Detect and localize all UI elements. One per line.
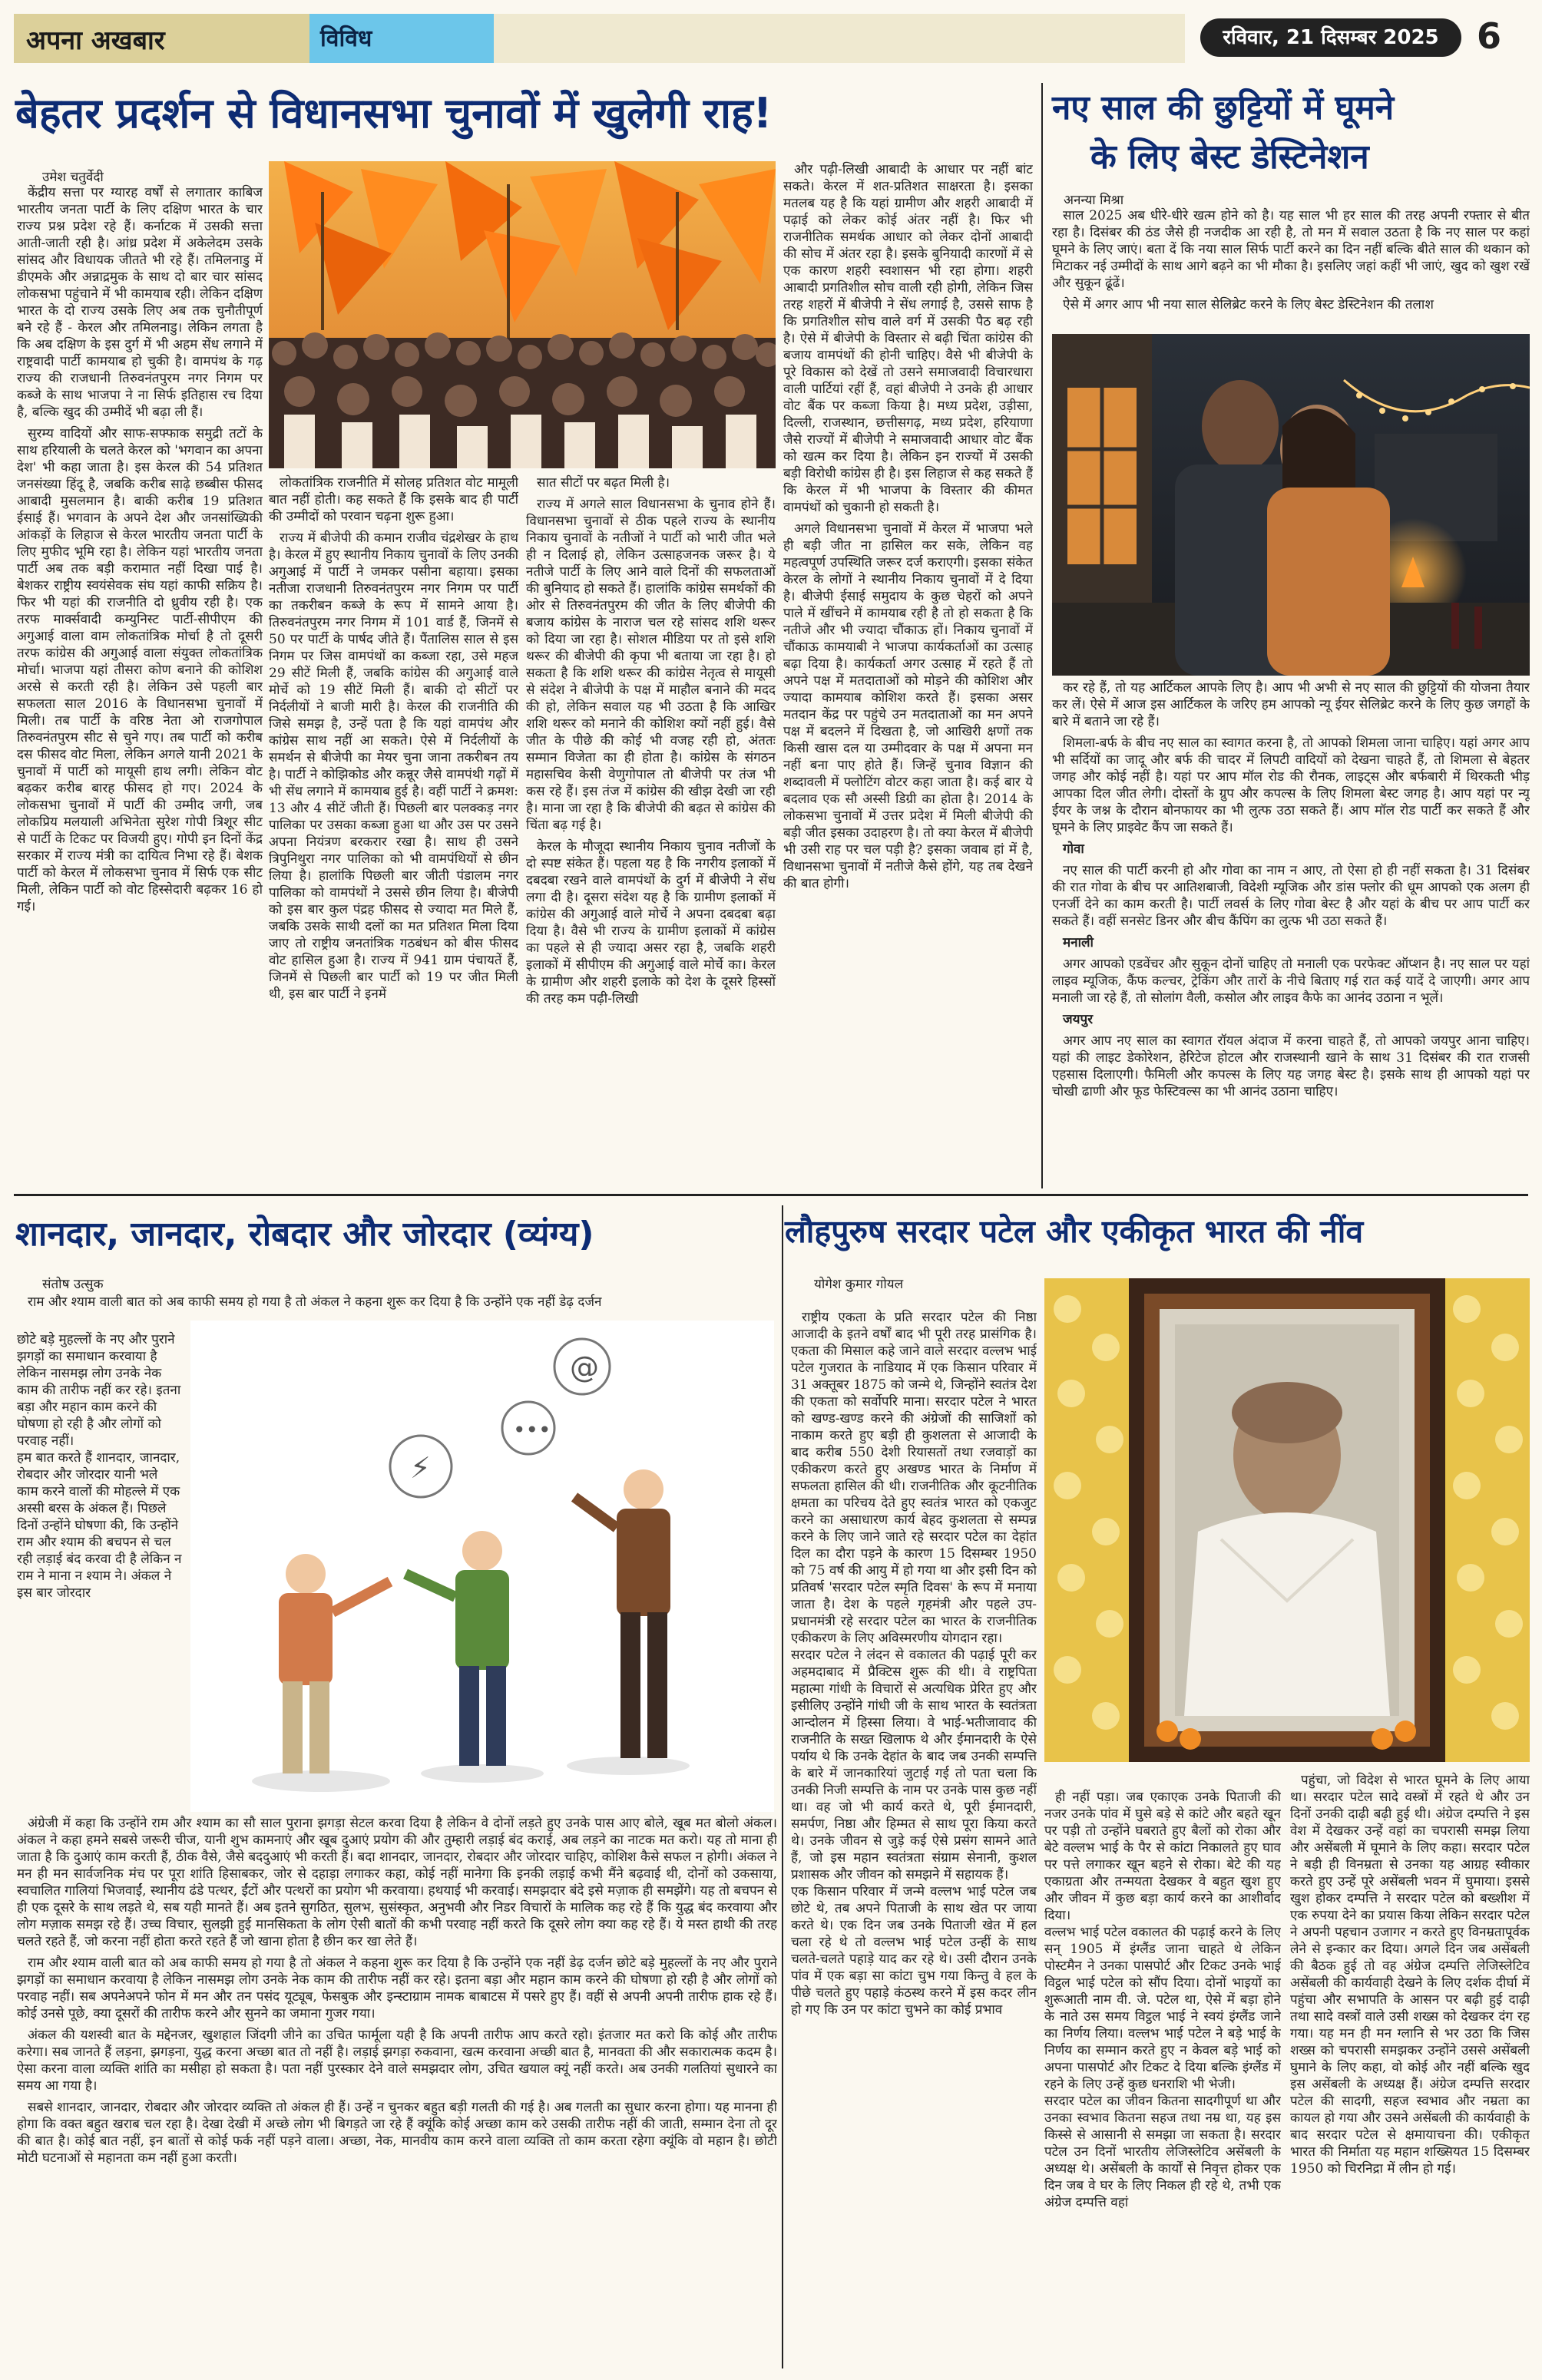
article4-para: ही नहीं पड़ा। जब एकाएक उनके पिताजी की नजर उनके पांव में घुसे बड़े से कांटे और बहते खून पर पड़ी तो उन्होंने घबराते हुए बैलों को रोका और बेटे वल्लभ भाई के पैर से कांटा निकालते हुए घाव पर पत्ते लगाकर खून बहने से रोका। बेटे की यह एकाग्रता और तन्मयता देखकर वे बहुत खुश हुए और जीवन में कुछ बड़ा कार्य करने का आशीर्वाद दिया। वल्लभ भाई पटेल वकालत की पढ़ाई करने के लिए सन् 1905 में इंग्लैंड जाना चाहते थे लेकिन पोस्टमैन ने उनका पासपोर्ट और टिकट उनके भाई विट्ठल भाई पटेल को सौंप दिया। दोनों भाइयों का शुरूआती नाम वी. जे. पटेल था, ऐसे में बड़ा होने के नाते उस समय विट्ठल भाई ने स्वयं इंग्लैंड जाने का निर्णय लिया। वल्लभ भाई पटेल ने बड़े भाई के निर्णय का सम्मान करते हुए न केवल बड़े भाई को अपना पासपोर्ट और टिकट दे दिया बल्कि इंग्लैंड में रहने के लिए उन्हें कुछ धनराशि भी भेजी। सरदार पटेल का जीवन कितना सादगीपूर्ण था और उनका स्वभाव कितना सहज तथा नम्र था, यह इस किस्से से आसानी से समझा जा सकता है। सरदार पटेल उन दिनों भारतीय लेजिस्लेटिव असेंबली के अध्यक्ष थे। असेंबली के कार्यों से निवृत्त होकर एक दिन जब वे घर के लिए निकल ही रहे थे, तभी एक अंग्रेज दम्पत्ति वहां (1044, 1790, 1281, 2210)
article1-column-4 (783, 161, 1033, 1182)
article1-para: केरल के मौजूदा स्थानीय निकाय चुनाव नतीजों के दो स्पष्ट संकेत हैं। पहला यह है कि नगरीय इलाकों में दबदबा रखने वाले वामपंथों के दुर्ग में बीजेपी ने सेंध लगा दी है। दूसरा संदेश यह है कि ग्रामीण इलाकों में कांग्रेस की अगुआई वाले मोर्चे ने अपना दबदबा बढ़ा दिया है। वैसे भी राज्य के ग्रामीण इलाकों में कांग्रेस का पहले से ही ज्यादा असर रहा है, जबकि शहरी इलाकों में सीपीएम की अगुआई वाले मोर्चे का। केरल के ग्रामीण और शहरी इलाके को देश के दूसरे हिस्सों की तरह कम पढ़ी-लिखी (526, 839, 776, 1007)
article1-para: सुरम्य वादियों और साफ-सफ्फाक समुद्री तटों के साथ हरियाली के चलते केरल को 'भगवान का अपना देश' भी कहा जाता है। इस केरल की 54 प्रतिशत जनसंख्या हिंदू है, जबकि करीब साढ़े छब्बीस फीसद आबादी मुसलमान है। बाकी करीब 19 प्रतिशत ईसाई हैं। भगवान के अपने देश और जनसांख्यिकी आंकड़ों के लिहाज से केरल भारतीय जनता पार्टी के लिए मुफीद भूमि रहा है। लेकिन यहां भारतीय जनता पार्टी अब तक बड़ी करामात नहीं दिखा पाई है। बेशकर राष्ट्रीय स्वयंसेवक संघ यहां काफी सक्रिय है। फिर भी यहां की राजनीति दो ध्रुवीय रही है। एक तरफ मार्क्सवादी कम्युनिस्ट पार्टी-सीपीएम की अगुआई वाला वाम लोकतांत्रिक मोर्चा है तो दूसरी तरफ कांग्रेस की अगुआई वाला संयुक्त लोकतांत्रिक मोर्चा। भाजपा यहां तीसरा कोण बनाने की कोशिश अरसे से करती रही है। लेकिन उसे पहली बार सफलता साल 2016 के विधानसभा चुनावों में मिली। तब पार्टी के वरिष्ठ नेता ओ राजगोपाल तिरुवनंतपुरम सीट से चुने गए। तब पार्टी को करीब दस फीसद वोट मिला, लेकिन अगले यानी 2021 के चुनावों में पार्टी को मायूसी हाथ लगी। लेकिन वोट बढ़कर करीब बारह फीसद हो गए। 2024 के लोकसभा चुनावों में पार्टी की उम्मीद जगी, जब लोकप्रिय मलयाली अभिनेता सुरेश गोपी त्रिशूर सीट से पार्टी के टिकट पर विजयी हुए। गोपी इन दिनों केंद्र सरकार में राज्य मंत्री का दायित्व निभा रहे हैं। बेशक पार्टी को केरल में लोकसभा चुनाव में सिर्फ एक सीट मिली, लेकिन पार्टी को वोट हिस्सेदारी बढ़कर 16 हो गई। (17, 426, 263, 914)
newspaper-brand (14, 14, 309, 63)
article3-left-column (17, 1314, 182, 1806)
section-divider (14, 1194, 1528, 1196)
article1-para: केंद्रीय सत्ता पर ग्यारह वर्षों से लगातार काबिज भारतीय जनता पार्टी के लिए दक्षिण भारत के चार राज्य प्रश्न प्रदेश रहे हैं। कर्नाटक में उसकी सत्ता आती-जाती रही है। आंध्र प्रदेश में अकेलेदम उसके सांसद और विधायक जीतते भी रहे हैं। तमिलनाडु में डीएमके और अन्नाद्रमुक के साथ दो बार चार सांसद लोकसभा पहुंचाने में भी कामयाब रही। लेकिन दक्षिण भारत के दो राज्य उसके लिए अब तक चुनौतीपूर्ण बने रहे हैं - केरल और तमिलनाडु। लेकिन लगता है कि अब दक्षिण के इस दुर्ग में भी अहम सेंध लगाने में राष्ट्रवादी पार्टी कामयाब हो चुकी है। वामपंथ के गढ़ राज्य की राजधानी तिरुवनंतपुरम नगर निगम पर कब्जे के साथ भाजपा ने ना सिर्फ इतिहास रच दिया है, बल्कि खुद की उम्मीदें भी बढ़ा ली हैं। (17, 185, 263, 420)
article2-subhead: मनाली (1063, 935, 1094, 950)
article2-body (1052, 679, 1530, 1186)
article2-byline: अनन्या मिश्रा (1064, 193, 1124, 208)
article2-para: कर रहे हैं, तो यह आर्टिकल आपके लिए है। आप भी अभी से नए साल की छुट्टियों की योजना तैयार कर लें। ऐसे में आज इस आर्टिकल के जरिए हम आपको न्यू ईयर सेलिब्रेट करने के लिए कुछ जगहों के बारे में बताने जा रहे हैं। (1052, 680, 1530, 729)
article4-byline: योगेश कुमार गोयल (814, 1277, 904, 1292)
article3-para: राम और श्याम वाली बात को अब काफी समय हो गया है तो अंकल ने कहना शुरू कर दिया है कि उन्होंने एक नहीं डेढ़ दर्जन (28, 1294, 602, 1310)
article4-column-2 (1044, 1772, 1281, 2368)
article3-body (17, 1815, 777, 2368)
section-label (309, 14, 494, 63)
article2-para: शिमला-बर्फ के बीच नए साल का स्वागत करना है, तो आपको शिमला जाना चाहिए। यहां अगर आप भी सर्दियों का जादू और बर्फ की चादर में लिपटी वादियों को देखना चाहते हैं, तो शिमला से बेहतर जगह और कोई नहीं है। यहां पर आप मॉल रोड की रौनक, लाइट्स और बर्फबारी में थिरकती भीड़ आपका दिल जीत लेगी। दोस्तों के ग्रुप और कपल्स के लिए शिमला बेस्ट जगह है। आप यहां पर न्यू ईयर के जश्न के दौरान बोनफायर का भी लुत्फ उठा सकते हैं। आप मॉल रोड पार्टी कर सकते हैं और घूमने के लिए प्राइवेट कैंप जा सकते हैं। (1052, 735, 1530, 835)
article3-para: अंग्रेजी में कहा कि उन्होंने राम और श्याम का सौ साल पुराना झगड़ा सेटल करवा दिया है लेकिन वे दोनों लड़ते हुए उनके पास आए बोले, खूब मत बोलो अंकल। अंकल ने कहा हमने सबसे जरूरी चीज, यानी शुभ कामनाएं और खूब दुआएं प्रयोग की और तुम्हारी लड़ाई बंद कराई, अब लड़ने का नाटक मत करो। यह तो माना ही जाता है कि दुआएं काम करती हैं, ठीक वैसे, जैसे बददुआएं भी करती हैं। बदा शानदार, जानदार, रोबदार और जोरदार चाहिए, कोशिश कैसे सफल न होगी। अंकल ने मन ही मन सार्वजनिक मंच पर पूरा शांति हिसाबकर, जोर से दहाड़ा लगाकर कहा, कोई नहीं मानेगा कि इनकी लड़ाई कभी मैंने बढ़वाई थी, दोनों को उकसाया, स्वचालित गालियां भिजवाईं, स्थानीय ढंडे पत्थर, ईंटों और पत्थरों का प्रयोग भी करवाया। हथयाई भी करवाई। समझदार बंदे इसे मज़ाक ही समझेंगे। यह तो बचपन से ही एक दूसरे के साथ लड़ते थे, सब यही मानते हैं। अब इतने सुगठित, सुलभ, सुसंस्कृत, अनुभवी और निडर विचारों के मालिक कह रहे हैं कि युद्ध बंद करवाया और लोग मज़ाक समझ रहे हैं। उच्च विचार, सुलझी हुई मानसिकता के लोग ऐसी बातों की कभी परवाह नहीं करते कि दूसरे लोग क्या कह रहे हैं। ये मस्त हाथी की तरह चलते रहते हैं, जो करना नहीं होता करते रहते हैं जो खाना होता है छीन कर खा लेते हैं। (17, 1816, 777, 1949)
article1-para: राज्य में अगले साल विधानसभा के चुनाव होने हैं। विधानसभा चुनावों से ठीक पहले राज्य के स्थानीय निकाय चुनावों के नतीजों ने पार्टी को भारी जीत भले ही न दिलाई हो, लेकिन उत्साहजनक जरूर है। ये नतीजे पार्टी के लिए आने वाले दिनों की सफलताओं की बुनियाद हो सकते हैं। हालांकि कांग्रेस समर्थकों की ओर से तिरुवनंतपुरम की जीत के लिए बीजेपी की बजाय कांग्रेस के नाराज चल रहे सांसद शशि थरूर को दिया जा रहा है। सोशल मीडिया पर तो इसे शशि थरूर की बीजेपी की कृपा भी बताया जा रहा है। हो सकता है कि शशि थरूर की कांग्रेस नेतृत्व से मायूसी से संदेश ने बीजेपी के पक्ष में माहौल बनाने की मदद की हो, लेकिन सवाल यह भी उठता है कि आखिर शशि थरूर को मनाने की कोशिश क्यों नहीं हुई। वैसे जीत के पीछे की कोई भी वजह रही हो, अंततः सम्मान विजेता का ही होता है। कांग्रेस के संगठन महासचिव केसी वेणुगोपाल तो बीजेपी पर तंज भी कस रहे हैं। इस तंज में कांग्रेस की खीझ देखी जा रही है। माना जा रहा है कि बीजेपी की बढ़त से कांग्रेस की चिंता बढ़ गई है। (526, 497, 776, 833)
article3-intro (17, 1294, 777, 1312)
article4-headline: लौहपुरुष सरदार पटेल और एकीकृत भारत की नींव (785, 1213, 1364, 1250)
article4-column-1 (791, 1292, 1037, 2367)
article2-subhead: गोवा (1063, 841, 1084, 857)
column-divider (782, 1205, 783, 2368)
article4-para: पहुंचा, जो विदेश से भारत घूमने के लिए आया था। सरदार पटेल सादे वस्त्रों में रहते थे और उन दिनों उनकी दाढ़ी बढ़ी हुई थी। अंग्रेज दम्पत्ति ने इस वेश में देखकर उन्हें वहां का चपरासी समझ लिया और असेंबली में घूमाने के लिए कहा। सरदार पटेल ने बड़ी ही विनम्रता से उनका यह आग्रह स्वीकार करते हुए उन्हें पूरे असेंबली भवन में घुमाया। इससे खुश होकर दम्पत्ति ने सरदार पटेल को बख्शीश में एक रुपया देने का प्रयास किया लेकिन सरदार पटेल ने अपनी पहचान उजागर न करते हुए विनम्रतापूर्वक लेने से इन्कार कर दिया। अगले दिन जब असेंबली की बैठक हुई तो वह अंग्रेज दम्पत्ति लेजिस्लेटिव असेंबली की कार्यवाही देखने के लिए दर्शक दीर्घा में पहुंचा और सभापति के आसन पर बढ़ी हुई दाढ़ी तथा सादे वस्त्रों वाले उसी शख्स को देखकर दंग रह गया। यह मन ही मन ग्लानि से भर उठा कि जिस शख्स को चपरासी समझकर उन्होंने उससे असेंबली घुमाने के लिए कहा, वो कोई और नहीं बल्कि खुद इस असेंबली के अध्यक्ष हैं। अंग्रेज दम्पत्ति सरदार पटेल की सादगी, सहज स्वभाव और नम्रता का कायल हो गया और उसने असेंबली की कार्यवाही के बाद सरदार पटेल से क्षमायाचना की। एकीकृत भारत की निर्माता यह महान शख्सियत 15 दिसम्बर 1950 को चिरनिद्रा में लीन हो गई। (1290, 1773, 1530, 2177)
article1-para: सात सीटों पर बढ़त मिली है। (537, 475, 670, 491)
article3-para: सबसे शानदार, जानदार, रोबदार और जोरदार व्यक्ति तो अंकल ही हैं। उन्हें न चुनकर बहुत बड़ी गलती की गई है। अब गलती का सुधार करना होगा। यह मानना ही होगा कि वक्त बहुत खराब चल रहा है। देखा देखी में अच्छे लोग भी बिगड़ते जा रहे हैं क्यूंकि कोई अच्छा काम करे उसकी तारीफ नहीं की जाती, सम्मान देना तो दूर की बात है। कोई बात नहीं, इन बातों से कोई फर्क नहीं पड़ने वाला। अच्छा, नेक, मानवीय काम करने वाला व्यक्ति तो काम करता रहेगा क्यूंकि वो महान है। छोटी मोटी घटनाओं से महानता कम नहीं हुआ करती। (17, 2100, 777, 2166)
article1-column-1 (17, 184, 263, 1182)
article3-para: राम और श्याम वाली बात को अब काफी समय हो गया है तो अंकल ने कहना शुरू कर दिया है कि उन्होंने एक नहीं डेढ़ दर्जन छोटे बड़े मुहल्लों के नए और पुराने झगड़ों का समाधान करवाया है लेकिन नासमझ लोग उनके नेक काम की तारीफ नहीं कर रहे। इतना बड़ा और महान काम करने की घोषणा हो रही है और लोगों को परवाह नहीं। सब अपनेअपने फोन में मन और तन पसंद यूट्यूब, फेसबुक और इन्स्टाग्राम नामक बाबाटस में पसरे हुए हैं। वहीं से अपनी अपनी तारीफ हाक रहे हैं। कोई उनसे पूछे, क्या दूसरों की तारीफ करने और सुनने का जमाना गुजर गया। (17, 1955, 777, 2021)
page-number: 6 (1477, 15, 1502, 57)
article1-column-3 (526, 474, 776, 1182)
issue-date: रविवार, 21 दिसम्बर 2025 (1200, 18, 1461, 57)
svg-text:•••: ••• (513, 1417, 551, 1443)
article1-para: अगले विधानसभा चुनावों में केरल में भाजपा भले ही बड़ी जीत ना हासिल कर सके, लेकिन वह महत्वपूर्ण उपस्थिति जरूर दर्ज कराएगी। इसका संकेत केरल के लोगों ने स्थानीय निकाय चुनावों में दे दिया है। बीजेपी ईसाई समुदाय के कुछ चेहरों को अपने पाले में खींचने में कामयाब रही है तो हो सकता है कि नतीजे और भी ज्यादा चौंकाऊ हों। निकाय चुनावों में चौंकाऊ कामयाबी ने भाजपा कार्यकर्ताओं का उत्साह बढ़ा दिया है। कार्यकर्ता अगर उत्साह में रहते हैं तो अपने पक्ष में मतदाताओं को मोड़ने की कोशिश और ज्यादा कामयाब कोशिश करते हैं। इसका असर मतदान केंद्र पर पहुंचे उन मतदाताओं का मन अपने पक्ष में बदलने में दिखता है, जो आखिरी क्षणों तक किसी खास दल या उम्मीदवार के पक्ष में अपना मन नहीं बना पाए होते हैं। जिन्हें चुनाव विज्ञान की शब्दावली में फ्लोटिंग वोटर कहा जाता है। कई बार ये बदलाव एक सौ अस्सी डिग्री का होता है। 2014 के लोकसभा चुनावों में उत्तर प्रदेश में मिली बीजेपी की बड़ी जीत इसका उदाहरण है। तो क्या केरल में बीजेपी भी उसी राह पर चल पड़ी है? इसका जवाब हां में है, विधानसभा चुनावों में नतीजे कैसे होंगे, यह तब देखने की बात होगी। (783, 521, 1033, 891)
svg-text:@: @ (570, 1350, 599, 1384)
article3-para: छोटे बड़े मुहल्लों के नए और पुराने झगड़ों का समाधान करवाया है लेकिन नासमझ लोग उनके नेक काम की तारीफ नहीं कर रहे। इतना बड़ा और महान काम करने की घोषणा हो रही है और लोगों को परवाह नहीं। हम बात करते हैं शानदार, जानदार, रोबदार और जोरदार यानी भले काम करने वालों की मोहल्ले में एक अस्सी बरस के अंकल हैं। पिछले दिनों उन्होंने घोषणा की, कि उन्होंने राम और श्याम की बचपन से चल रही लड़ाई बंद करवा दी है लेकिन न राम ने माना न श्याम ने। अंकल ने इस बार जोरदार (17, 1332, 182, 1601)
article1-column-2 (269, 474, 518, 1182)
article2-para: ऐसे में अगर आप भी नया साल सेलिब्रेट करने के लिए बेस्ट डेस्टिनेशन की तलाश (1063, 297, 1434, 312)
article2-headline-line1: नए साल की छुट्टियों में घूमने (1052, 88, 1395, 127)
article2-headline-line2: के लिए बेस्ट डेस्टिनेशन (1090, 137, 1369, 177)
article1-headline: बेहतर प्रदर्शन से विधानसभा चुनावों में खुलेगी राह! (15, 89, 773, 137)
svg-text:⚡: ⚡ (410, 1451, 431, 1485)
argument-illustration (190, 1321, 774, 1812)
article2-intro (1052, 207, 1530, 330)
article3-byline: संतोष उत्सुक (42, 1277, 104, 1292)
article3-headline: शानदार, जानदार, रोबदार और जोरदार (व्यंग्य) (15, 1215, 594, 1254)
article2-para: साल 2025 अब धीरे-धीरे खत्म होने को है। यह साल भी हर साल की तरह अपनी रफ्तार से बीत रहा है। दिसंबर की ठंड जैसे ही नजदीक आ रही है, तो मन में सवाल उठता है कि नए साल पर कहां घूमने के लिए जाएं। बता दें कि नया साल सिर्फ पार्टी करने का दिन नहीं बल्कि बीते साल की थकान को मिटाकर नई उम्मीदों के साथ आगे बढ़ने का भी मौका है। इसलिए जहां कहीं भी जाएं, खुद को खुश रखें और सुकून ढूंढें। (1052, 208, 1530, 291)
article2-para: नए साल की पार्टी करनी हो और गोवा का नाम न आए, तो ऐसा हो ही नहीं सकता है। 31 दिसंबर की रात गोवा के बीच पर आतिशबाजी, विदेशी म्यूजिक और डांस फ्लोर की धूम आपको एक अलग ही एनर्जी देने का काम करती है। पार्टी लवर्स के लिए गोवा बेस्ट है और यहां के बीच पर आप पार्टी कर सकते हैं। वहीं सनसेट डिनर और बीच कैंपिंग का लुत्फ भी उठा सकते हैं। (1052, 863, 1530, 929)
sardar-patel-portrait (1044, 1278, 1530, 1762)
article2-para: अगर आपको एडवेंचर और सुकून दोनों चाहिए तो मनाली एक परफेक्ट ऑप्शन है। नए साल पर यहां लाइव म्यूजिक, कैंफ कल्चर, ट्रेकिंग और तारों के नीचे बिताए गई रात कई यादें दे जाएगी। अगर आप मनाली जा रहे हैं, तो सोलांग वैली, कसोल और लाइव कैफे का आनंद उठाना न भूलें। (1052, 957, 1530, 1006)
couple-photo (1052, 334, 1530, 676)
article1-byline: उमेश चतुर्वेदी (42, 170, 104, 185)
article4-column-3 (1290, 1772, 1530, 2368)
article3-para: अंकल की यशस्वी बात के मद्देनजर, खुशहाल जिंदगी जीने का उचित फार्मूला यही है कि अपनी तारीफ आप करते रहो। इंतजार मत करो कि कोई और तारीफ करेगा। सब जानते हैं लड़ना, झगड़ना, युद्ध करना अच्छा बात तो नहीं है। लड़ाई झगड़ा रुकवाना, खत्म करवाना अच्छी बात है, मानवता की और सकारात्मक कदम है। ऐसा करना वाला व्यक्ति शांति का मसीहा हो सकता है। पता नहीं पुरस्कार देने वाले समझदार लोग, उचित खयाल क्यूं नहीं करते। अब उनकी गलतियां सुधारने का समय आ गया है। (17, 2028, 777, 2094)
section-name: विविध (320, 25, 372, 52)
article1-para: राज्य में बीजेपी की कमान राजीव चंद्रशेखर के हाथ है। केरल में हुए स्थानीय निकाय चुनावों के लिए उनकी अगुआई में पार्टी ने जमकर पसीना बहाया। इसका नतीजा राजधानी तिरुवनंतपुरम नगर निगम पर पार्टी का तकरीबन कब्जे के रूप में सामने आया है। तिरुवनंतपुरम नगर निगम में 101 वार्ड हैं, जिनमें से 50 पर पार्टी के पार्षद जीते हैं। पैंतालिस साल से इस निगम पर जिस वामपंथों का कब्जा रहा, उसे महज 29 सीटें मिली हैं, जबकि कांग्रेस की अगुआई वाले मोर्चे को 19 सीटें मिली हैं। बाकी दो सीटों पर निर्दलीयों ने बाजी मारी है। केरल की राजनीति की जिसे समझ है, उन्हें पता है कि यहां वामपंथ और कांग्रेस साथ नहीं आ सकते। ऐसे में निर्दलीयों के समर्थन से बीजेपी का मेयर चुना जाना तकरीबन तय है। पार्टी ने कोझिकोड और कन्नूर जैसे वामपंथी गढ़ों में भी सेंध लगाने में कामयाब हुई है। वहीं पार्टी ने क्रमश: 13 और 4 सीटें जीती हैं। पिछली बार पलक्कड़ नगर पालिका पर उसका कब्जा हुआ था और उस पर उसने अपना नियंत्रण बरकरार रखा है। साथ ही उसने त्रिपुनिथुरा नगर पालिका को भी वामपंथियों से छीन लिया है। हालांकि पिछली बार जीती पंडालम नगर पालिका को वामपंथों ने उससे छीन लिया है। बीजेपी को इस बार कुल पंद्रह फीसद से ज्यादा मत मिले हैं, जबकि उसके साथी दलों का मत प्रतिशत मिला दिया जाए तो राष्ट्रीय जनतांत्रिक गठबंधन को बीस फीसद वोट हासिल हुआ है। राज्य में 941 ग्राम पंचायतें हैं, जिनमें से पिछली बार पार्टी को 19 पर जीत मिली थी, इस बार पार्टी ने इनमें (269, 531, 518, 1002)
article2-para: अगर आप नए साल का स्वागत रॉयल अंदाज में करना चाहते हैं, तो आपको जयपुर आना चाहिए। यहां की लाइट डेकोरेशन, हेरिटेज होटल और राजस्थानी खाने के साथ 31 दिसंबर की रात राजसी एहसास दिलाएगी। फैमिली और कपल्स के लिए यह जगह बेस्ट है। इसके साथ ही आपको यहां पर चोखी ढाणी और फूड फेस्टिवल्स का भी आनंद उठाना चाहिए। (1052, 1033, 1530, 1099)
rally-photo (269, 161, 776, 468)
article1-para: लोकतांत्रिक राजनीति में सोलह प्रतिशत वोट मामूली बात नहीं होती। कह सकते हैं कि इसके बाद ही पार्टी की उम्मीदों को परवान चढ़ना शुरू हुआ। (269, 475, 518, 524)
article4-para: राष्ट्रीय एकता के प्रति सरदार पटेल की निष्ठा आजादी के इतने वर्षों बाद भी पूरी तरह प्रासंगिक है। एकता की मिसाल कहे जाने वाले सरदार वल्लभ भाई पटेल गुजरात के नाडियाद में एक किसान परिवार में 31 अक्तूबर 1875 को जन्मे थे, जिन्होंने स्वतंत्र देश की एकता को सर्वोपरि माना। सरदार पटेल ने भारत को खण्ड-खण्ड करने की अंग्रेजों की साजिशों को नाकाम करते हुए बड़ी ही कुशलता से आजादी के बाद करीब 550 देशी रियासतों तथा रजवाड़ों का एकीकरण करते हुए अखण्ड भारत के निर्माण में सफलता हासिल की थी। राजनीतिक और कूटनीतिक क्षमता का परिचय देते हुए स्वतंत्र भारत को एकजुट करने का असाधारण कार्य बेहद कुशलता से सम्पन्न करने के लिए जाने जाते रहे सरदार पटेल का देहांत दिल का दौरा पड़ने के कारण 15 दिसम्बर 1950 को 75 वर्ष की आयु में हो गया था और इसी दिन को प्रतिवर्ष 'सरदार पटेल स्मृति दिवस' के रूप में मनाया जाता है। देश के पहले गृहमंत्री और पहले उप-प्रधानमंत्री रहे सरदार पटेल का भारत के राजनीतिक एकीकरण के लिए अविस्मरणीय योगदान रहा। सरदार पटेल ने लंदन से वकालत की पढ़ाई पूरी कर अहमदाबाद में प्रैक्टिस शुरू की थी। वे राष्ट्रपिता महात्मा गांधी के विचारों से अत्यधिक प्रेरित हुए और इसीलिए उन्होंने गांधी जी के साथ भारत के स्वतंत्रता आन्दोलन में हिस्सा लिया। वे भाई-भतीजावाद की राजनीति के सख्त खिलाफ थे और ईमानदारी के ऐसे पर्याय थे कि उनके देहांत के बाद जब उनकी सम्पत्ति के बारे में जानकारियां जुटाई गई तो पता चला कि उनकी निजी सम्पत्ति के नाम पर उनके पास कुछ नहीं था। वह जो भी कार्य करते थे, पूरी ईमानदारी, समर्पण, निष्ठा और हिम्मत से साथ पूरा किया करते थे। उनके जीवन से जुड़े कई ऐसे प्रसंग सामने आते हैं, जो इस महान स्वतंत्रता संग्राम सेनानी, कुशल प्रशासक और जीवन को समझने में सहायक हैं। एक किसान परिवार में जन्मे वल्लभ भाई पटेल जब छोटे थे, तब अपने पिताजी के साथ खेत पर जाया करते थे। एक दिन जब उनके पिताजी खेत में हल चला रहे थे तो वल्लभ भाई पटेल उन्हीं के साथ चलते-चलते पहाड़े याद कर रहे थे। उसी दौरान उनके पांव में एक बड़ा सा कांटा चुभ गया किन्तु वे हल के पीछे चलते हुए पहाड़े कंठस्थ करने में इस कदर लीन हो गए कि उन पर कांटा चुभने का कोई प्रभाव (791, 1310, 1037, 2018)
page-header (14, 14, 1528, 63)
article2-subhead: जयपुर (1063, 1012, 1094, 1027)
brand-name: अपना अखबार (26, 25, 165, 56)
article1-para: और पढ़ी-लिखी आबादी के आधार पर नहीं बांट सकते। केरल में शत-प्रतिशत साक्षरता है। इसका मतलब यह है कि यहां ग्रामीण और शहरी आबादी में पढ़ाई को लेकर कोई अंतर नहीं है। फिर भी राजनीतिक समर्थक आधार को लेकर दोनों आबादी की सोच में अंतर रहा है। इसके बुनियादी कारणों में से एक कारण शहरी स्वशासन भी रहा होगा। शहरी आबादी प्रगतिशील सोच वाली रही होगी, लेकिन जिस तरह शहरों में बीजेपी ने सेंध लगाई है, उससे साफ है कि प्रगतिशील सोच वाले वर्ग में उसकी पैठ बढ़ रही है। ऐसे में बीजेपी के विस्तार से बढ़ी चिंता कांग्रेस की बजाय वामपंथों की होनी चाहिए। वैसे भी बीजेपी के पूरे विकास को देखें तो उसने समाजवादी विचारधारा वाली पार्टियां रहीं हैं, वहां बीजेपी ने उनके ही आधार वोट बैंक पर कब्जा किया है। मध्य प्रदेश, उड़ीसा, दिल्ली, राजस्थान, छत्तीसगढ़, मध्य प्रदेश, हरियाणा जैसे राज्यों में बीजेपी ने समाजवादी आधार वोट बैंक को खत्म कर दिया है। लेकिन इन राज्यों में उसकी बड़ी विरोधी कांग्रेस ही है। इस लिहाज से कह सकते हैं कि केरल में भी भाजपा के विस्तार की कीमत वामपंथों को चुकानी हो सकती है। (783, 162, 1033, 515)
header-band (494, 14, 1185, 63)
column-divider (1041, 83, 1043, 1188)
